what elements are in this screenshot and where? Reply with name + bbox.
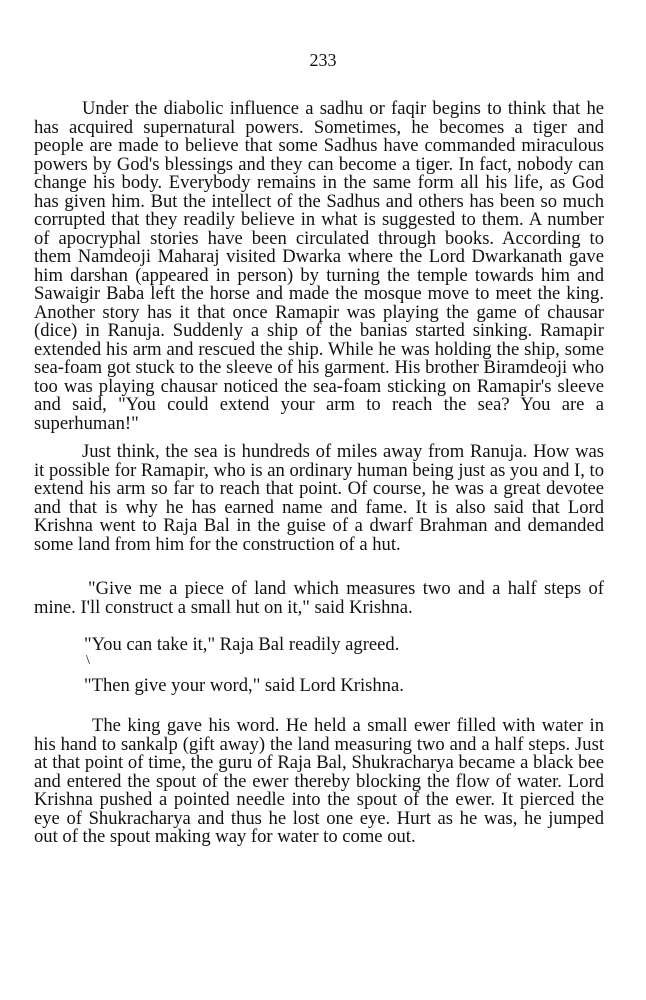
paragraph-1: Under the diabolic influence a sadhu or faqir begins to think that he has acquired supernatural powers. Sometimes, he becomes a tiger and people are made to believe that some Sadhus have commanded miraculous powers by God's blessings and they can become a tiger. In fact, nobody can change his body. Everybody remains in the same form all his life, as God has given him. But the intellect of the Sadhus and others has been so much corrupted that they readily believe in what is suggested to them. A number of apocryphal stories have been circulated through books. According to them Namdeoji Maharaj visited Dwarka where the Lord Dwarkanath gave him darshan (appeared in person) by turning the temple towards him and Sawaigir Baba left the horse and made the mosque move to meet the king. Another story has it that once Ramapir was playing the game of chausar (dice) in Ranuja. Suddenly a ship of the banias started sinking. Ramapir extended his arm and rescued the ship. While he was holding the ship, some sea-foam got stuck to the sleeve of his garment. His brother Biramdeoji who too was playing chausar noticed the sea-foam sticking on Ramapir's sleeve and said, "You could extend your arm to reach the sea? You are a superhuman!" xyxy=(34,98,604,434)
paragraph-4: "You can take it," Raja Bal readily agreed. xyxy=(84,634,400,655)
paragraph-6: The king gave his word. He held a small ewer filled with water in his hand to sankalp (gift away) the land measuring two and a half steps. Just at that point of time, the guru of Raja Bal, Shukracharya became a black bee and entered the spout of the ewer thereby blocking the flow of water. Lord Krishna pushed a pointed needle into the spout of the ewer. It pierced the eye of Shukracharya and thus he lost one eye. Hurt as he was, he jumped out of the spout making way for water to come out. xyxy=(34,715,604,847)
stray-mark: \ xyxy=(86,653,90,668)
paragraph-2: Just think, the sea is hundreds of miles away from Ranuja. How was it possible for Ramapir, who is an ordinary human being just as you and I, to extend his arm so far to reach that point. Of course, he was a great devotee and that is why he has earned name and fame. It is also said that Lord Krishna went to Raja Bal in the guise of a dwarf Brahman and demanded some land from him for the construction of a hut. xyxy=(34,441,604,555)
paragraph-3: "Give me a piece of land which measures two and a half steps of mine. I'll construct a small hut on it," said Krishna. xyxy=(34,578,604,618)
paragraph-5: "Then give your word," said Lord Krishna. xyxy=(84,674,404,696)
page-number: 233 xyxy=(309,50,337,70)
body-text xyxy=(34,100,604,847)
